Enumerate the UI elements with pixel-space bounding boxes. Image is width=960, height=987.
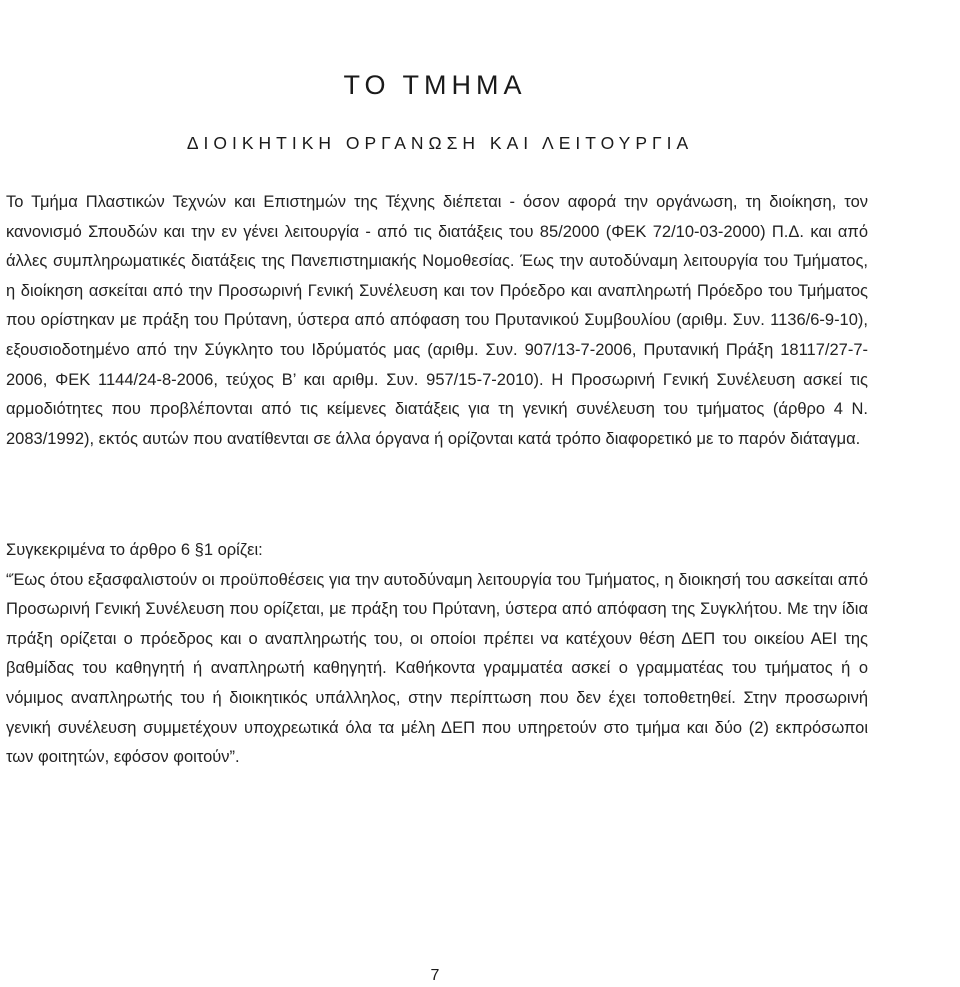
body-paragraph — [6, 188, 868, 454]
paragraph-text: Το Τμήμα Πλαστικών Τεχνών και Επιστημών της Τέχνης διέπεται - όσον αφορά την οργάνωση, τη διοίκηση, τον κανονισμό Σπουδών και την εν γένει λειτουργία - από τις διατάξεις του 85/2000 (ΦΕΚ 72/10-03-2000) Π.Δ. και από άλλες συμπληρωματικές διατάξεις της Πανεπιστημιακής Νομοθεσίας. Έως την αυτοδύναμη λειτουργία του Τμήματος, η διοίκηση ασκείται από την Προσωρινή Γενική Συνέλευση και τον Πρόεδρο και αναπληρωτή Πρόεδρο του Τμήματος που ορίστηκαν με πράξη του Πρύτανη, ύστερα από απόφαση του Πρυτανικού Συμβουλίου (αριθμ. Συν. 1136/6-9-10), εξουσιοδοτημένο από την Σύγκλητο του Ιδρύματός μας (αριθμ. Συν. 907/13-7-2006, Πρυτανική Πράξη 18117/27-7-2006, ΦΕΚ 1144/24-8-2006, τεύχος Β’ και αριθμ. Συν. 957/15-7-2010). Η Προσωρινή Γενική Συνέλευση ασκεί τις αρμοδιότητες που προβλέπονται από τις κείμενες διατάξεις για τη γενική συνέλευση του τμήματος (άρθρο 4 Ν. 2083/1992), εκτός αυτών που ανατίθενται σε άλλα όργανα ή ορίζονται κατά τρόπο διαφορετικό με το παρόν διάταγμα. — [6, 193, 868, 448]
page-title: ΤΟ ΤΜΗΜΑ — [343, 70, 527, 100]
quote-block — [6, 536, 868, 773]
page-number: 7 — [430, 967, 440, 984]
quote-text: “Έως ότου εξασφαλιστούν οι προϋποθέσεις για την αυτοδύναμη λειτουργία του Τμήματος, η διοικησή του ασκείται από Προσωρινή Γενική Συνέλευση που ορίζεται, με πράξη του Πρύτανη, ύστερα από απόφαση της Συγκλήτου. Με την ίδια πράξη ορίζεται ο πρόεδρος και ο αναπληρωτής του, οι οποίοι πρέπει να κατέχουν θέση ΔΕΠ του οικείου ΑΕΙ της βαθμίδας του καθηγητή ή αναπληρωτή καθηγητή. Καθήκοντα γραμματέα ασκεί ο γραμματέας του τμήματος ή ο νόμιμος αναπληρωτής του ή διοικητικός υπάλληλος, στην περίπτωση που δεν έχει τοποθετηθεί. Στην προσωρινή γενική συνέλευση συμμετέχουν υποχρεωτικά όλα τα μέλη ΔΕΠ που υπηρετούν στο τμήμα και δύο (2) εκπρόσωποι των φοιτητών, εφόσον φοιτούν”. — [6, 570, 868, 767]
section-title: ΔΙΟΙΚΗΤΙΚΗ ΟΡΓΑΝΩΣΗ ΚΑΙ ΛΕΙΤΟΥΡΓΙΑ — [186, 133, 694, 153]
quote-intro: Συγκεκριμένα το άρθρο 6 §1 ορίζει: — [6, 541, 263, 559]
